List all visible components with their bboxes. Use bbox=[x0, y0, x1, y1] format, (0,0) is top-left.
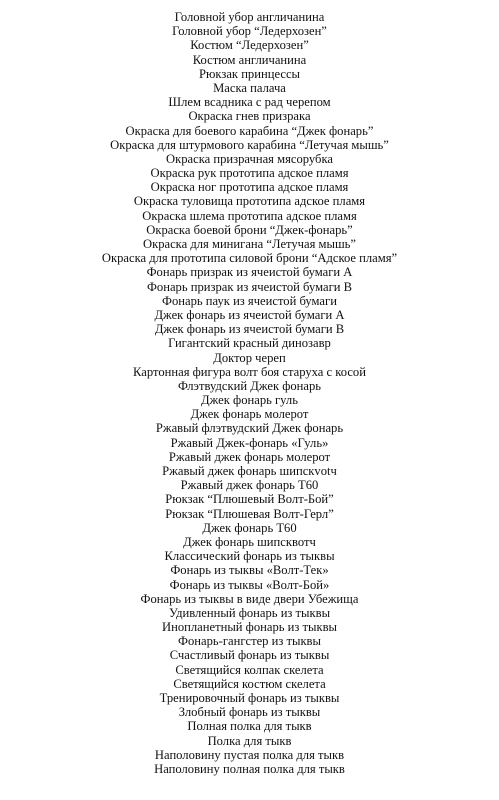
list-item: Светящийся колпак скелета bbox=[175, 662, 324, 677]
list-item: Окраска туловища прототипа адское пламя bbox=[133, 194, 366, 209]
list-item: Злобный фонарь из тыквы bbox=[178, 705, 321, 720]
list-item: Окраска рук прототипа адское пламя bbox=[150, 166, 349, 181]
list-item: Счастливый фонарь из тыквы bbox=[169, 648, 330, 663]
list-item: Головной убор “Ледерхозен” bbox=[172, 24, 327, 39]
list-item: Светящийся костюм скелета bbox=[173, 676, 326, 691]
list-item: Классический фонарь из тыквы bbox=[164, 549, 335, 564]
list-item: Инопланетный фонарь из тыквы bbox=[162, 620, 337, 635]
list-item: Удивленный фонарь из тыквы bbox=[168, 605, 331, 620]
list-item: Окраска ног прототипа адское пламя bbox=[150, 180, 349, 195]
list-item: Фонарь из тыквы «Волт-Тек» bbox=[170, 563, 329, 578]
list-item: Ржавый джек фонарь шипскvotч bbox=[162, 464, 337, 478]
list-item: Картонная фигура волт боя старуха с косой bbox=[133, 364, 366, 379]
list-item: Окраска для штурмового карабина “Летучая мышь” bbox=[110, 137, 389, 152]
list-item: Фонарь из тыквы в виде двери Убежища bbox=[140, 591, 359, 606]
list-item: Наполовину полная полка для тыкв bbox=[154, 761, 345, 776]
list-item: Ржавый джек фонарь Т60 bbox=[180, 478, 319, 493]
list-item: Джек фонарь Т60 bbox=[202, 520, 297, 535]
list-item: Джек фонарь молерот bbox=[190, 407, 309, 422]
list-item: Джек фонарь гуль bbox=[201, 393, 298, 408]
list-item: Джек фонарь из ячеистой бумаги В bbox=[154, 322, 345, 337]
list-item: Полка для тыкв bbox=[207, 733, 292, 748]
list-item: Фонарь призрак из ячеистой бумаги А bbox=[146, 265, 353, 280]
list-item: Головной убор англичанина bbox=[174, 10, 325, 24]
list-item: Фонарь из тыквы «Волт-Бой» bbox=[169, 577, 330, 592]
item-list bbox=[0, 10, 499, 776]
list-item: Окраска боевой брони “Джек-фонарь” bbox=[146, 222, 353, 237]
list-item: Рюкзак “Плюшевая Волт-Герл” bbox=[165, 506, 334, 521]
list-item: Наполовину пустая полка для тыкв bbox=[154, 747, 345, 762]
list-item: Фонарь призрак из ячеистой бумаги В bbox=[146, 279, 353, 294]
list-item: Окраска для минигана “Летучая мышь” bbox=[142, 237, 356, 251]
list-item: Тренировочный фонарь из тыквы bbox=[159, 691, 340, 705]
list-item: Доктор череп bbox=[213, 350, 286, 365]
list-item: Джек фонарь шипсквотч bbox=[183, 534, 316, 549]
list-item: Гигантский красный динозавр bbox=[168, 336, 331, 351]
list-item: Маска палача bbox=[213, 80, 286, 95]
list-item: Флэтвудский Джек фонарь bbox=[177, 378, 322, 393]
list-item: Фонарь-гангстер из тыквы bbox=[178, 634, 321, 649]
list-item: Ржавый джек фонарь молерот bbox=[168, 449, 331, 464]
list-item: Полная полка для тыкв bbox=[187, 719, 312, 734]
list-item: Рюкзак “Плюшевый Волт-Бой” bbox=[165, 492, 334, 507]
list-item: Ржавый Джек-фонарь «Гуль» bbox=[170, 435, 329, 450]
list-item: Окраска шлема прототипа адское пламя bbox=[142, 208, 357, 223]
list-item: Окраска для боевого карабина “Джек фонарь” bbox=[125, 123, 374, 138]
list-item: Костюм “Ледерхозен” bbox=[190, 38, 309, 53]
list-item: Шлем всадника с рад черепом bbox=[168, 95, 331, 110]
list-item: Рюкзак принцессы bbox=[199, 66, 300, 81]
list-item: Фонарь паук из ячеистой бумаги bbox=[162, 293, 337, 308]
list-item: Джек фонарь из ячеистой бумаги А bbox=[154, 307, 345, 322]
list-item: Окраска призрачная мясорубка bbox=[166, 151, 333, 166]
list-item: Окраска для прототипа силовой брони “Адское пламя” bbox=[101, 251, 398, 266]
list-item: Ржавый флэтвудский Джек фонарь bbox=[155, 421, 344, 436]
list-item: Окраска гнев призрака bbox=[188, 109, 311, 124]
list-item: Костюм англичанина bbox=[192, 52, 307, 67]
